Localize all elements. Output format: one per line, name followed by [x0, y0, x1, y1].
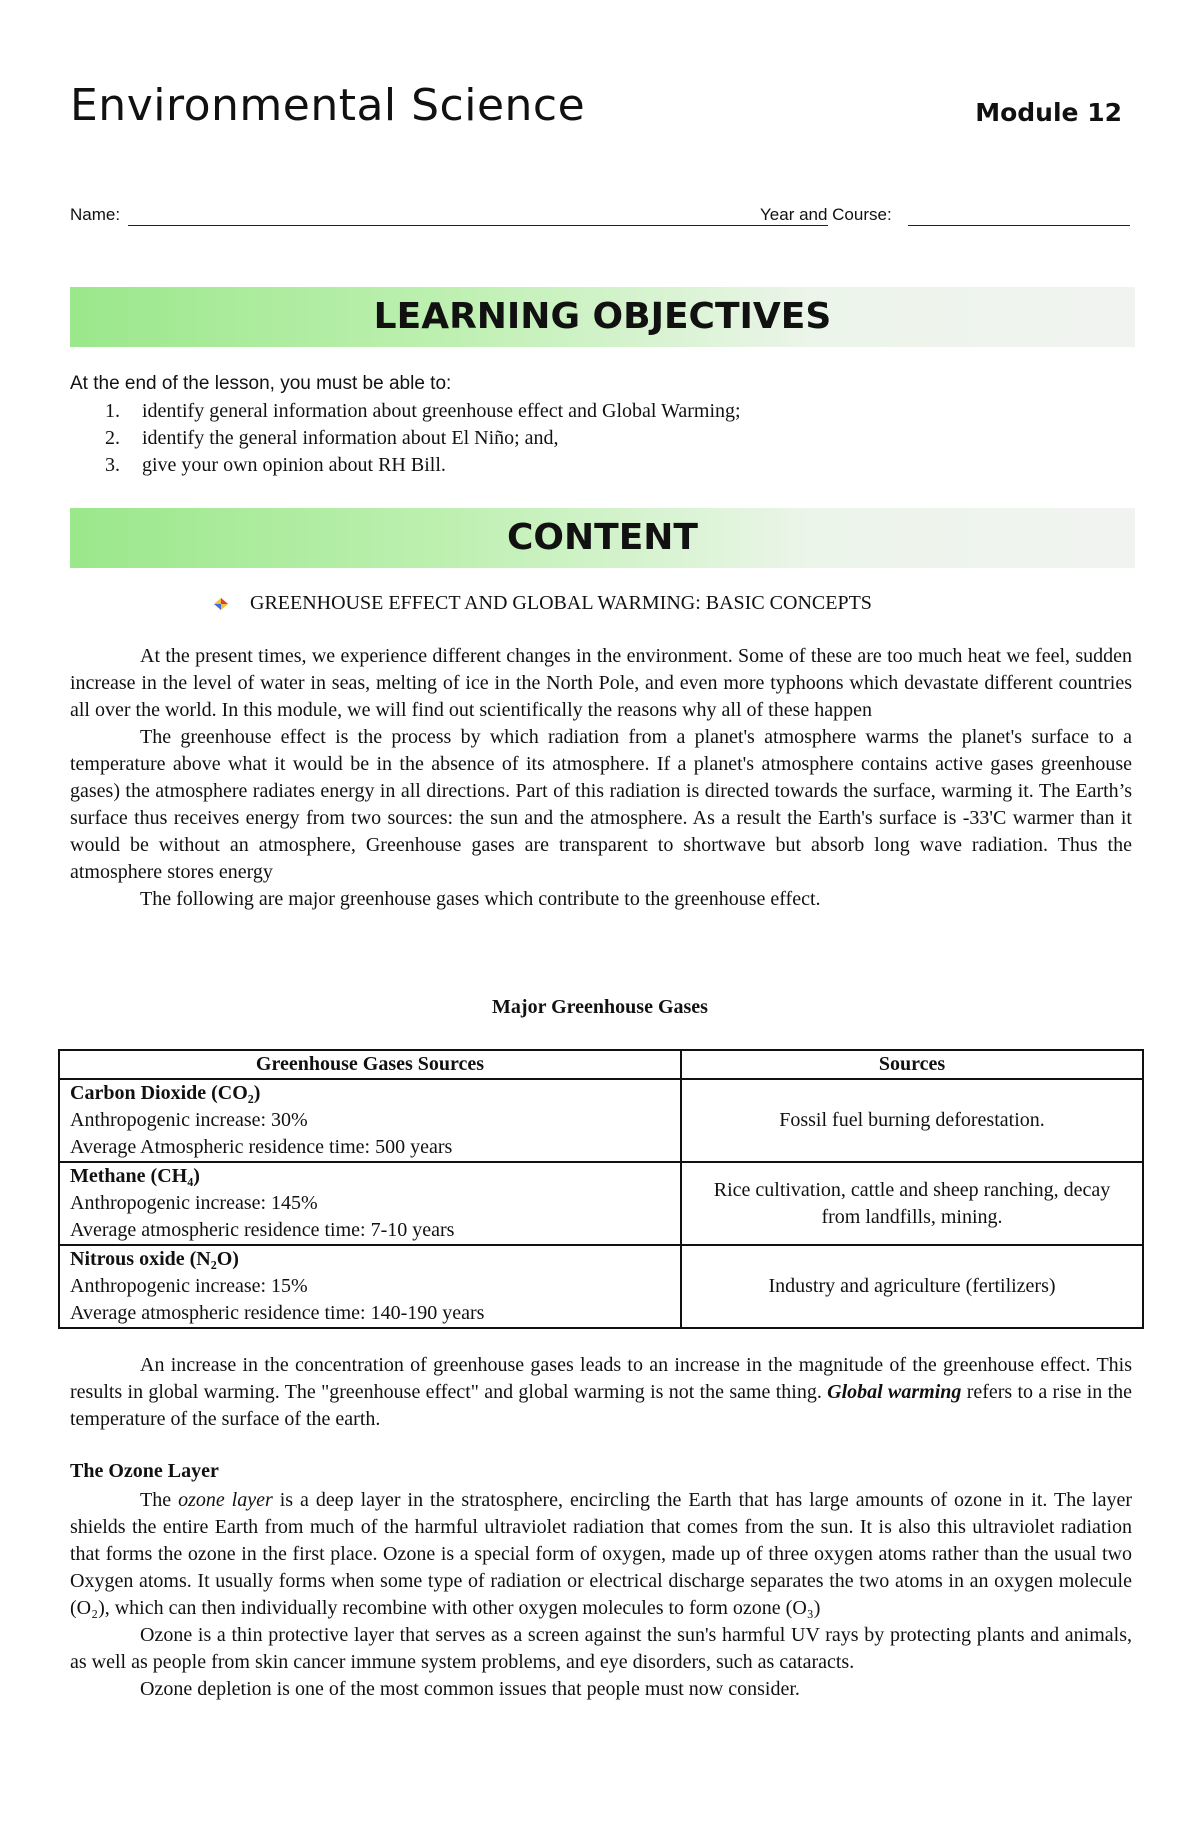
column-header: Sources [681, 1050, 1143, 1079]
paragraph: An increase in the concentration of greenhouse gases leads to an increase in the magnitude of the greenhouse effect. This results in global warming. The "greenhouse effect" and global warming is not the same thing. Global warming refers to a rise in the temperature of the surface of the earth. [70, 1354, 1133, 1430]
residence-time: Average atmospheric residence time: 140-190 years [70, 1302, 485, 1324]
table-title: Major Greenhouse Gases [492, 996, 708, 1018]
objectives-list [70, 398, 741, 479]
paragraph: The following are major greenhouse gases which contribute to the greenhouse effect. [140, 888, 821, 910]
objectives-lead: At the end of the lesson, you must be able to: [70, 373, 452, 394]
section-heading: GREENHOUSE EFFECT AND GLOBAL WARMING: BASIC CONCEPTS [250, 592, 872, 614]
list-item: 1. identify general information about greenhouse effect and Global Warming; [105, 400, 741, 422]
gas-cell [59, 1162, 681, 1245]
paragraph: The ozone layer is a deep layer in the stratosphere, encircling the Earth that has large amounts of ozone in it. The layer shields the entire Earth from much of the harmful ultraviolet radiation that comes from the sun. It is also this ultraviolet radiation that forms the ozone in the first place. Ozone is a special form of oxygen, made up of three oxygen atoms rather than the usual two Oxygen atoms. It usually forms when some type of radiation or electrical discharge separates the two atoms in an oxygen molecule (O₂), which can then individually recombine with other oxygen molecules to form ozone (O₃) [70, 1489, 1133, 1619]
list-item: 2. identify the general information about El Niño; and, [105, 427, 559, 449]
ozone-heading: The Ozone Layer [70, 1460, 219, 1482]
paragraph: At the present times, we experience different changes in the environment. Some of these are too much heat we feel, sudden increase in the level of water in seas, melting of ice in the North Pole, and even more typhoons which devastate different countries all over the world. In this module, we will find out scientifically the reasons why all of these happen [70, 645, 1132, 721]
gas-cell [59, 1245, 681, 1328]
residence-time: Average atmospheric residence time: 7-10 years [70, 1219, 455, 1241]
anthropogenic-increase: Anthropogenic increase: 15% [70, 1275, 308, 1297]
year-course-label: Year and Course: [760, 205, 892, 224]
table-header-row [59, 1050, 1143, 1079]
paragraph: Ozone is a thin protective layer that serves as a screen against the sun's harmful UV rays by protecting plants and animals, as well as people from skin cancer immune system problems, and eye disorders, such as cataracts. [70, 1624, 1132, 1673]
gas-name: Carbon Dioxide (CO₂) [70, 1082, 261, 1104]
student-info-line [70, 205, 1130, 229]
ozone-text [70, 1487, 1132, 1703]
residence-time: Average Atmospheric residence time: 500 years [70, 1136, 453, 1158]
name-blank[interactable] [128, 224, 828, 226]
anthropogenic-increase: Anthropogenic increase: 30% [70, 1109, 308, 1131]
global-warming-text [70, 1352, 1132, 1433]
gas-name: Nitrous oxide (N₂O) [70, 1248, 239, 1270]
ozone-layer-term: ozone layer [178, 1489, 273, 1511]
year-course-blank[interactable] [908, 224, 1130, 226]
diamond-bullet-icon [214, 598, 228, 610]
document-title: Environmental Science [70, 80, 586, 131]
intro-text [70, 643, 1132, 913]
anthropogenic-increase: Anthropogenic increase: 145% [70, 1192, 318, 1214]
name-label: Name: [70, 205, 121, 224]
sources-cell: Fossil fuel burning deforestation. [681, 1079, 1143, 1162]
paragraph: The greenhouse effect is the process by which radiation from a planet's atmosphere warms the planet's surface to a temperature above what it would be in the absence of its atmosphere. If a planet's atmosphere contains active gases greenhouse gases) the atmosphere radiates energy in all directions. Part of this radiation is directed towards the surface, warming it. The Earth’s surface thus receives energy from two sources: the sun and the atmosphere. As a result the Earth's surface is -33'C warmer than it would be without an atmosphere, Greenhouse gases are transparent to shortwave but absorb long wave radiation. Thus the atmosphere stores energy [70, 726, 1132, 883]
gas-cell [59, 1079, 681, 1162]
module-number: Module 12 [975, 98, 1122, 127]
gas-name: Methane (CH₄) [70, 1165, 200, 1187]
greenhouse-gases-table [58, 1049, 1144, 1329]
sources-cell: Industry and agriculture (fertilizers) [681, 1245, 1143, 1328]
sources-cell: Rice cultivation, cattle and sheep ranching, decay from landfills, mining. [681, 1162, 1143, 1245]
table-row [59, 1245, 1143, 1328]
learning-objectives-banner: LEARNING OBJECTIVES [70, 287, 1135, 347]
global-warming-term: Global warming [827, 1381, 962, 1403]
list-item: 3. give your own opinion about RH Bill. [105, 454, 446, 476]
paragraph: Ozone depletion is one of the most common issues that people must now consider. [140, 1678, 800, 1700]
content-banner: CONTENT [70, 508, 1135, 568]
table-row [59, 1079, 1143, 1162]
table-row [59, 1162, 1143, 1245]
column-header: Greenhouse Gases Sources [59, 1050, 681, 1079]
